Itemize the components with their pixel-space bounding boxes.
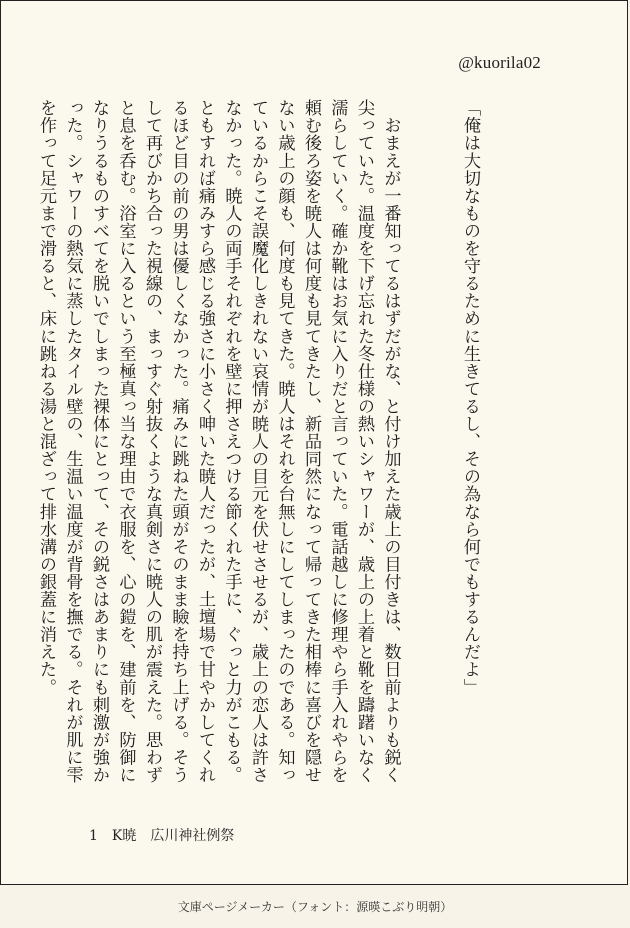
- narrative-paragraph: おまえが一番知ってるはずだがな、と付け加えた歳上の目付きは、数日前よりも鋭く尖っていた。温度を下げ忘れた冬仕様の熱いシャワーが、歳上の上着と靴を躊躇いなく濡らしていく。確か靴はお気に入りだと言っていた。電話越しに修理やら手入れやらを頼む後ろ姿を暁人は何度も見てきたし、新品同然になって帰ってきた相棒に喜びを隠せない歳上の顔も、何度も見てきた。暁人はそれを台無しにしてしまったのである。知っているからこそ誤魔化しきれない哀情が暁人の目元を伏せさせるが、歳上の恋人は許さなかった。暁人の両手それぞれを壁に押さえつける節くれた手に、ぐっと力がこもる。ともすれば痛みすら感じる強さに小さく呻いた暁人だったが、土壇場で甘やかしてくれるほど目の前の男は優しくなかった。痛みに跳ねた頭がそのまま瞼を持ち上げる。そうして再びかち合った視線の、まっすぐ射抜くような真剣さに暁人の肌が震えた。思わずと息を呑む。浴室に入るという至極真っ当な理由で衣服を、心の鎧を、建前を、防御になりうるものすべてを脱いでしまった裸体にとって、その鋭さはあまりにも刺激が強かった。シャワーの熱気に蒸したタイル壁の、生温い温度が背骨を撫でる。それが肌に雫を作って足元まで滑ると、床に跳ねる湯と混ざって排水溝の銀蓋に消えた。: [36, 99, 401, 784]
- page-number: 1: [89, 828, 98, 844]
- page-footer: [89, 825, 248, 845]
- generator-credit: 文庫ページメーカー（フォント：源暎こぶり明朝）: [177, 900, 453, 914]
- author-handle: @kuorila02: [458, 53, 541, 72]
- vertical-body-text: [36, 99, 536, 789]
- dialogue-paragraph: 「俺は大切なものを守るために生きてるし、その為なら何でもするんだよ」: [460, 99, 480, 696]
- work-title: K暁 広川神社例祭: [111, 828, 235, 844]
